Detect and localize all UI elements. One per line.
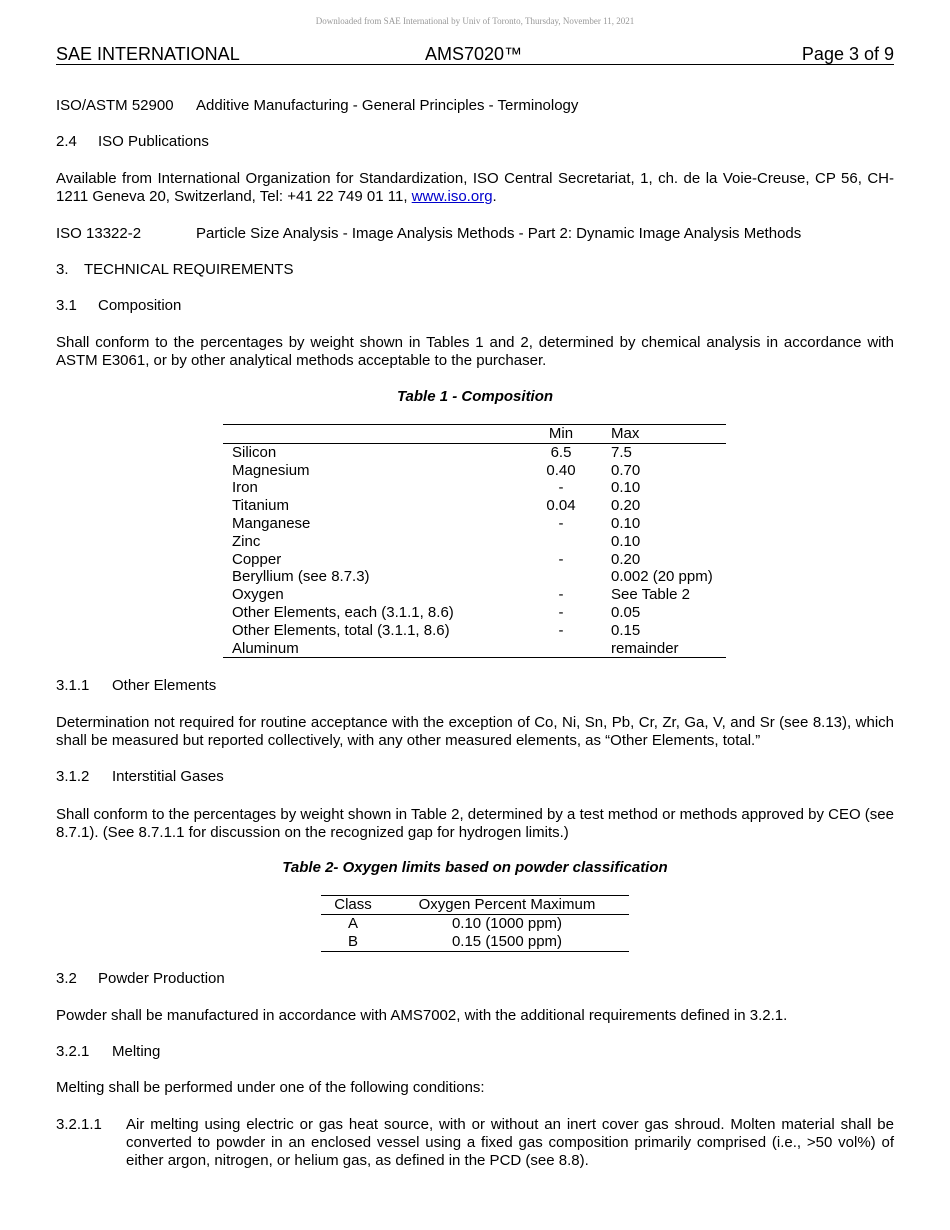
min-cell: -: [558, 514, 564, 532]
section-title: TECHNICAL REQUIREMENTS: [84, 261, 294, 278]
element-cell: Magnesium: [232, 461, 310, 479]
min-cell: -: [558, 586, 564, 604]
table-header-row: [321, 896, 629, 915]
max-cell: 0.20: [611, 550, 641, 568]
section-3-1-2-heading: [56, 768, 894, 786]
section-number: 3.1: [56, 297, 77, 314]
section-3-1-1-heading: [56, 677, 894, 695]
oxygen-cell: 0.15 (1500 ppm): [451, 933, 563, 950]
table-row: [223, 462, 726, 480]
table-row: [223, 497, 726, 515]
melting-paragraph: Melting shall be performed under one of the following conditions:: [56, 1079, 485, 1096]
min-cell: -: [558, 550, 564, 568]
section-number: 3.2.1: [56, 1043, 90, 1060]
max-cell: 0.15: [611, 621, 641, 639]
section-title: Melting: [112, 1043, 161, 1060]
section-number: 3.2.1.1: [56, 1116, 102, 1133]
element-cell: Other Elements, total (3.1.1, 8.6): [232, 621, 450, 639]
min-cell: -: [558, 621, 564, 639]
interstitial-gases-paragraph: Shall conform to the percentages by weight shown in Table 2, determined by a test method or methods approved by CEO (see 8.7.1). (See 8.7.1.1 for discussion on the recognized gap for hydrogen limits.): [56, 806, 894, 841]
element-cell: Copper: [232, 550, 282, 568]
min-cell: [518, 568, 604, 586]
powder-production-paragraph: Powder shall be manufactured in accordance with AMS7002, with the additional requirements defined in 3.2.1.: [56, 1007, 788, 1024]
class-cell: A: [347, 915, 358, 932]
min-cell: 0.04: [546, 497, 576, 515]
section-title: Powder Production: [98, 970, 225, 987]
element-cell: Titanium: [232, 497, 289, 515]
section-number: 3.2: [56, 970, 77, 987]
reference-code: ISO/ASTM 52900: [56, 97, 174, 114]
max-cell: 0.10: [611, 479, 641, 497]
page-header: [56, 44, 894, 65]
iso-availability-end: .: [492, 188, 497, 205]
header-cell-oxygen: Oxygen Percent Maximum: [385, 896, 629, 915]
table-row: [223, 604, 726, 622]
section-number: 2.4: [56, 133, 77, 150]
max-cell: 0.20: [611, 497, 641, 515]
reference-code: ISO 13322-2: [56, 225, 142, 242]
header-org: SAE INTERNATIONAL: [56, 44, 240, 64]
section-3-2-1-1: [56, 1116, 894, 1170]
header-cell-class: Class: [321, 896, 385, 915]
element-cell: Silicon: [232, 443, 277, 461]
max-cell: 7.5: [611, 443, 632, 461]
section-2-4-heading: [56, 133, 894, 151]
min-cell: -: [558, 603, 564, 621]
reference-iso-astm-52900: [56, 97, 894, 115]
header-doc-id: AMS7020™: [425, 44, 523, 64]
element-cell: Zinc: [232, 532, 261, 550]
table-row: [223, 568, 726, 586]
table-row: [223, 533, 726, 551]
table-row: [223, 551, 726, 569]
reference-iso-13322-2: [56, 225, 894, 243]
table-2-caption: Table 2- Oxygen limits based on powder classification: [282, 859, 668, 876]
header-cell-min: Min: [518, 425, 604, 444]
element-cell: Other Elements, each (3.1.1, 8.6): [232, 603, 454, 621]
element-cell: Manganese: [232, 514, 311, 532]
section-3-1-heading: [56, 297, 894, 315]
section-3-2-heading: [56, 970, 894, 988]
section-number: 3.: [56, 261, 69, 278]
table-row: [223, 640, 726, 658]
section-title: Composition: [98, 297, 182, 314]
iso-website-link[interactable]: www.iso.org: [411, 188, 493, 205]
section-title: ISO Publications: [98, 133, 209, 150]
section-title: Other Elements: [112, 677, 217, 694]
table-row: [321, 915, 629, 934]
max-cell: remainder: [611, 639, 679, 657]
element-cell: Iron: [232, 479, 258, 497]
reference-title: Particle Size Analysis - Image Analysis Methods - Part 2: Dynamic Image Analysis Methods: [196, 225, 802, 242]
max-cell: 0.002 (20 ppm): [611, 568, 713, 586]
reference-title: Additive Manufacturing - General Principles - Terminology: [196, 97, 579, 114]
composition-paragraph: Shall conform to the percentages by weight shown in Tables 1 and 2, determined by chemical analysis in accordance with ASTM E3061, or by other analytical methods acceptable to the purchaser.: [56, 334, 894, 369]
download-notice: Downloaded from SAE International by Univ of Toronto, Thursday, November 11, 2021: [315, 16, 635, 26]
min-cell: 0.40: [546, 461, 576, 479]
table-1-caption: Table 1 - Composition: [396, 388, 554, 405]
element-cell: Beryllium (see 8.7.3): [232, 568, 370, 586]
max-cell: 0.10: [611, 514, 641, 532]
class-cell: B: [347, 933, 358, 950]
section-3-2-1-heading: [56, 1043, 894, 1061]
min-cell: -: [558, 479, 564, 497]
table-header-row: [223, 425, 726, 444]
element-cell: Oxygen: [232, 586, 284, 604]
min-cell: 6.5: [550, 443, 572, 461]
iso-availability-text: Available from International Organization for Standardization, ISO Central Secretariat, 1, ch. de la Voie-Creuse, CP 56, CH-1211 Geneva 20, Switzerland, Tel: +41 22 749 01 11,: [56, 170, 894, 205]
table-row: [223, 586, 726, 604]
min-cell: [518, 640, 604, 658]
composition-table: [223, 424, 726, 658]
max-cell: 0.05: [611, 603, 641, 621]
other-elements-paragraph: Determination not required for routine acceptance with the exception of Co, Ni, Sn, Pb, Cr, Zr, Ga, V, and Sr (see 8.13), which shall be measured but reported collectively, with any other measured elements, as “Other Elements, total.”: [56, 714, 894, 749]
iso-availability-paragraph: [56, 170, 894, 206]
section-text: Air melting using electric or gas heat source, with or without an inert cover gas shroud. Molten material shall be converted to powder in an enclosed vessel using a fixed gas composition primarily comprised (i.e., >50 vol%) of either argon, nitrogen, or helium gas, as defined in the PCD (see 8.8).: [126, 1116, 894, 1169]
section-number: 3.1.2: [56, 768, 90, 785]
header-cell: [223, 425, 518, 444]
table-row: [223, 515, 726, 533]
max-cell: 0.10: [611, 532, 641, 550]
table-row: [321, 933, 629, 952]
table-row: [223, 479, 726, 497]
section-number: 3.1.1: [56, 677, 90, 694]
oxygen-limits-table: [321, 895, 629, 952]
section-3-heading: [56, 261, 894, 279]
max-cell: 0.70: [611, 461, 641, 479]
header-cell-max: Max: [604, 425, 726, 444]
element-cell: Aluminum: [232, 639, 299, 657]
max-cell: See Table 2: [611, 586, 690, 604]
table-row: [223, 443, 726, 461]
table-row: [223, 622, 726, 640]
section-title: Interstitial Gases: [112, 768, 224, 785]
min-cell: [518, 533, 604, 551]
header-page-number: Page 3 of 9: [801, 44, 894, 64]
oxygen-cell: 0.10 (1000 ppm): [451, 915, 563, 932]
